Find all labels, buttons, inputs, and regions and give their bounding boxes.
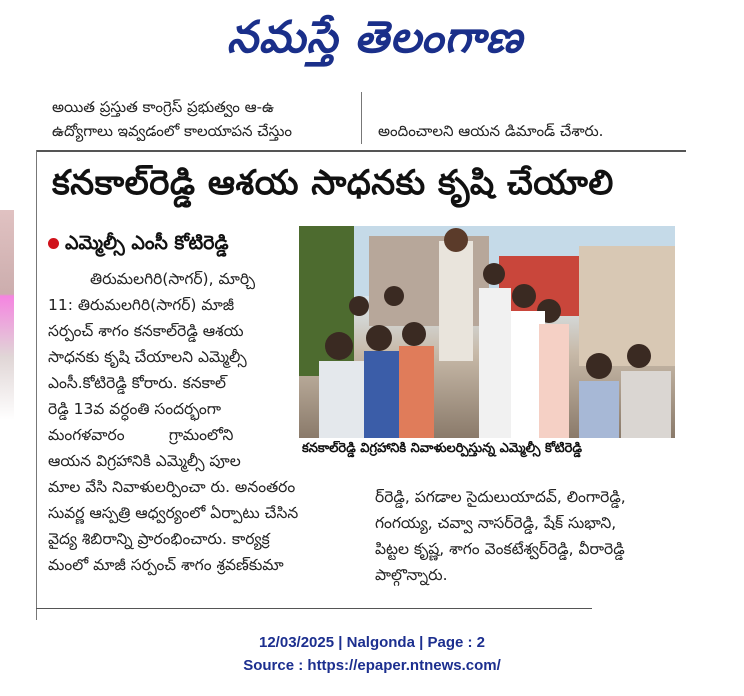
adjacent-article-edge [0, 210, 14, 420]
crowd-photo-illustration [299, 226, 675, 438]
body-line: మంగళవారం గ్రామంలోని [48, 426, 234, 444]
body-line: పాల్గొన్నారు. [375, 566, 448, 584]
body-line: రెడ్డి 13వ వర్ధంతి సందర్భంగా [48, 400, 222, 418]
body-line: ర్‌రెడ్డి, పగడాల సైదులుయాదవ్, లింగారెడ్డి, [375, 488, 626, 506]
article-byline [48, 232, 229, 259]
byline-text: ఎమ్మెల్సీ ఎంసీ కోటిరెడ్డి [65, 232, 229, 254]
article-bottom-rule [36, 608, 592, 609]
previous-article-right [378, 95, 678, 143]
article-photo [299, 226, 675, 438]
previous-article-line [378, 95, 678, 119]
body-line: మాల వేసి నివాళులర్పించా రు. అనంతరం [48, 478, 296, 496]
body-line: తిరుమలగిరి(సాగర్), మార్చి [90, 270, 255, 288]
body-line: సువర్ణ ఆస్పత్రి ఆధ్వర్యంలో ఏర్పాటు చేసిన [48, 504, 299, 522]
photo-caption: కనకాల్‌రెడ్డి విగ్రహానికి నివాళులర్పిస్తున్న ఎమ్మెల్సీ కోటిరెడ్డి [302, 441, 582, 456]
body-line: పిట్టల కృష్ణ, శాగం వెంకటేశ్వర్‌రెడ్డి, వీరారెడ్డి [375, 540, 625, 558]
previous-article-left [52, 95, 352, 143]
body-line: సాధనకు కృషి చేయాలని ఎమ్మెల్సీ [48, 348, 247, 366]
body-line: ఆయన విగ్రహానికి ఎమ్మెల్సీ పూల [48, 452, 241, 470]
article-border-left [36, 150, 37, 620]
body-line: ఎంసీ.కోటిరెడ్డి కోరారు. కనకాల్ [48, 374, 227, 392]
body-line: గంగయ్య, చవ్వా నాసర్‌రెడ్డి, షేక్ సుభాని, [375, 514, 617, 532]
previous-article-line: అందించాలని ఆయన డిమాండ్ చేశారు. [378, 122, 604, 140]
article-body-left-wide [48, 474, 378, 578]
body-line: వైద్య శిబిరాన్ని ప్రారంభించారు. కార్యక్ర [48, 530, 270, 548]
masthead-title: నమస్తే తెలంగాణ [226, 12, 524, 63]
previous-article-line: అయిత ప్రస్తుత కాంగ్రెస్ ప్రభుత్వం ఆ-ఉ [52, 98, 275, 116]
body-line: 11: తిరుమలగిరి(సాగర్) మాజీ [48, 296, 235, 314]
footer-dateline: 12/03/2025 | Nalgonda | Page : 2 [259, 634, 485, 651]
footer-source: Source : https://epaper.ntnews.com/ [243, 657, 501, 674]
article-separator [36, 150, 686, 152]
article-headline: కనకాల్‌రెడ్డి ఆశయ సాధనకు కృషి చేయాలి [52, 163, 614, 203]
newspaper-masthead [150, 8, 600, 78]
body-line: మంలో మాజీ సర్పంచ్ శాగం శ్రవణ్‌కుమా [48, 556, 284, 574]
previous-article-line: ఉద్యోగాలు ఇవ్వడంలో కాలయాపన చేస్తుం [52, 122, 293, 140]
bullet-icon [48, 238, 59, 249]
article-body-left [48, 266, 293, 474]
body-line: సర్పంచ్ శాగం కనకాల్‌రెడ్డి ఆశయ [48, 322, 244, 340]
article-body-right [375, 484, 680, 588]
column-divider [361, 92, 362, 144]
